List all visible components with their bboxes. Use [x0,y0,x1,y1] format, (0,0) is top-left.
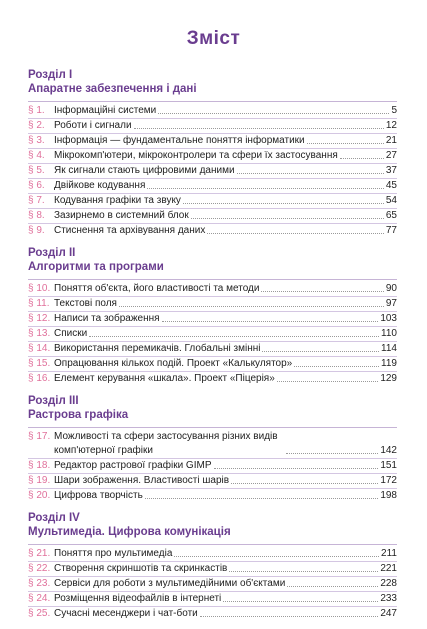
dot-leader [147,188,384,189]
toc-entry[interactable] [28,194,397,208]
entry-number: § 24. [28,593,51,604]
dot-leader [134,128,384,129]
entry-title: Редактор растрової графіки GIMP [54,460,212,471]
toc-entry[interactable] [28,357,397,371]
toc-entry[interactable] [28,164,397,178]
entry-page: 247 [380,608,397,619]
entry-title: Поняття об'єкта, його властивості та методи [54,283,260,294]
entry-page: 45 [385,180,397,191]
divider [28,279,397,280]
toc-entry[interactable] [28,149,397,163]
entry-number: § 14. [28,343,51,354]
dot-leader [262,351,379,352]
divider [28,101,397,102]
entry-page: 97 [385,298,397,309]
entry-title: Як сигнали стають цифровими даними [54,165,235,176]
entry-title: Мікрокомп'ютери, мікроконтролери та сфери їх застосування [54,150,338,161]
entry-page: 103 [380,313,397,324]
entry-number: § 21. [28,548,51,559]
entry-title: Сучасні месенджери і чат-боти [54,608,198,619]
entry-number: § 9. [28,225,45,236]
page-title: Зміст [186,28,241,49]
entry-number: § 4. [28,150,45,161]
toc-entry[interactable] [28,134,397,148]
entry-number: § 12. [28,313,51,324]
toc-entry[interactable] [28,430,397,458]
entry-page: 233 [380,593,397,604]
chapter-name: Мультимедіа. Цифрова комунікація [28,526,231,538]
toc-section [28,68,397,238]
entry-title: Поняття про мультимедіа [54,548,173,559]
entry-page: 211 [381,548,397,559]
dot-leader [200,616,379,617]
entry-page: 151 [380,460,397,471]
entry-title: Написи та зображення [54,313,160,324]
entry-title: Використання перемикачів. Глобальні змінні [54,343,261,354]
entry-title: Сервіси для роботи з мультимедійними об'єктами [54,578,286,589]
toc-entry[interactable] [28,179,397,193]
dot-leader [261,291,383,292]
section-heading [28,68,397,96]
toc-entry[interactable] [28,327,397,341]
dot-leader [340,158,384,159]
chapter-name: Апаратне забезпечення і дані [28,83,197,95]
toc-entry[interactable] [28,459,397,473]
chapter-label: Розділ II [28,247,76,259]
toc-section [28,394,397,503]
toc-entry[interactable] [28,489,397,503]
dot-leader [89,336,379,337]
toc-entry[interactable] [28,119,397,133]
dot-leader [119,306,384,307]
divider [28,427,397,428]
dot-leader [162,321,379,322]
entry-number: § 1. [28,105,45,116]
dot-leader [229,571,378,572]
dot-leader [223,601,378,602]
toc-entry[interactable] [28,592,397,606]
toc [28,68,397,629]
entry-number: § 15. [28,358,51,369]
entry-page: 77 [385,225,397,236]
entry-number: § 20. [28,490,51,501]
entry-number: § 16. [28,373,51,384]
entry-title: Опрацювання кількох подій. Проект «Калькулятор» [54,358,293,369]
entry-page: 90 [385,283,397,294]
dot-leader [207,233,384,234]
entry-title: Створення скриншотів та скринкастів [54,563,228,574]
toc-entry[interactable] [28,547,397,561]
entry-page: 65 [385,210,397,221]
dot-leader [286,453,378,454]
toc-entry[interactable] [28,297,397,311]
dot-leader [183,203,384,204]
entry-page: 198 [380,490,397,501]
toc-section [28,511,397,621]
toc-entry[interactable] [28,282,397,296]
entry-title: Елемент керування «шкала». Проект «Піцерія» [54,373,275,384]
entry-page: 110 [381,328,397,339]
toc-entry[interactable] [28,209,397,223]
chapter-label: Розділ I [28,69,73,81]
entry-number: § 22. [28,563,51,574]
entry-title: Кодування графіки та звуку [54,195,181,206]
chapter-name: Алгоритми та програми [28,261,164,273]
section-heading [28,511,397,539]
entry-number: § 3. [28,135,45,146]
entry-number: § 7. [28,195,45,206]
chapter-label: Розділ III [28,395,79,407]
entry-title: Розміщення відеофайлів в інтернеті [54,593,222,604]
dot-leader [294,366,379,367]
entry-page: 142 [380,445,397,456]
entry-page: 221 [380,563,397,574]
entry-number: § 13. [28,328,51,339]
dot-leader [214,468,379,469]
divider [28,544,397,545]
entry-number: § 19. [28,475,51,486]
toc-entry[interactable] [28,372,397,386]
dot-leader [158,113,389,114]
entry-page: 5 [391,105,397,116]
entry-number: § 5. [28,165,45,176]
entry-page: 54 [385,195,397,206]
entry-title: Інформаційні системи [54,105,157,116]
dot-leader [277,381,379,382]
entry-number: § 11. [28,298,50,309]
entry-page: 37 [385,165,397,176]
dot-leader [145,498,379,499]
toc-entry[interactable] [28,342,397,356]
entry-title: Текстові поля [54,298,117,309]
chapter-name: Растрова графіка [28,409,129,421]
entry-page: 119 [381,358,397,369]
entry-number: § 6. [28,180,45,191]
entry-title: Роботи і сигнали [54,120,132,131]
toc-entry[interactable] [28,607,397,621]
entry-title: Шари зображення. Властивості шарів [54,475,230,486]
toc-entry[interactable] [28,562,397,576]
entry-title: Зазирнемо в системний блок [54,210,189,221]
entry-number: § 18. [28,460,51,471]
entry-title: Стиснення та архівування даних [54,225,206,236]
entry-page: 27 [385,150,397,161]
dot-leader [231,483,378,484]
chapter-label: Розділ IV [28,512,80,524]
dot-leader [307,143,384,144]
toc-entry[interactable] [28,104,397,118]
toc-entry[interactable] [28,312,397,326]
dot-leader [191,218,384,219]
entry-number: § 8. [28,210,45,221]
entry-number: § 25. [28,608,51,619]
dot-leader [287,586,378,587]
dot-leader [174,556,379,557]
dot-leader [237,173,384,174]
entry-page: 12 [385,120,397,131]
toc-entry[interactable] [28,224,397,238]
entry-page: 172 [380,475,397,486]
section-heading [28,246,397,274]
toc-entry[interactable] [28,474,397,488]
entry-title: Цифрова творчість [54,490,143,501]
entry-title: Списки [54,328,88,339]
toc-section [28,246,397,386]
entry-page: 21 [385,135,397,146]
toc-entry[interactable] [28,577,397,591]
entry-number: § 2. [28,120,45,131]
entry-number: § 23. [28,578,51,589]
entry-page: 114 [381,343,397,354]
entry-page: 228 [380,578,397,589]
entry-title: Інформація — фундаментальне поняття інформатики [54,135,305,146]
entry-number: § 17. [28,431,51,442]
section-heading [28,394,397,422]
entry-page: 129 [380,373,397,384]
entry-number: § 10. [28,283,51,294]
entry-title: Двійкове кодування [54,180,146,191]
entry-title: Можливості та сфери застосування різних видів комп'ютерної графіки [54,431,278,456]
